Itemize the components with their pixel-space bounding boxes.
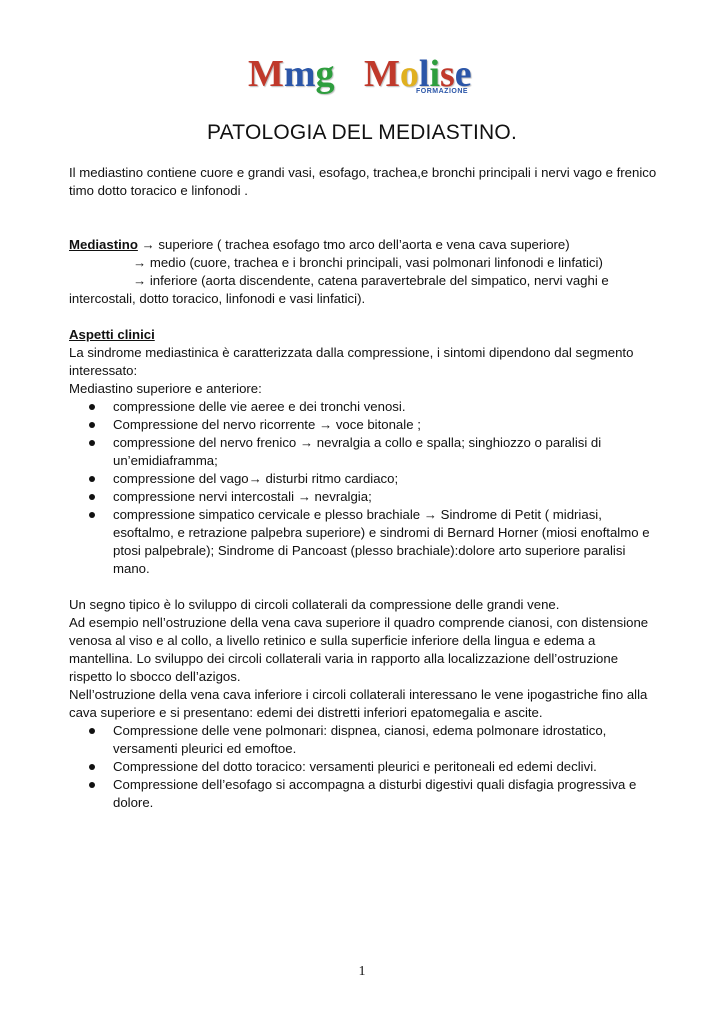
arrow-icon: → xyxy=(133,255,147,270)
circoli-list xyxy=(69,722,661,812)
logo xyxy=(248,52,488,100)
list-item-text: disturbi ritmo cardiaco; xyxy=(261,471,399,486)
list-item xyxy=(69,488,661,506)
mediastino-inferiore xyxy=(69,272,661,308)
aspetti-heading-text: Aspetti clinici xyxy=(69,327,155,342)
logo-subtitle: FORMAZIONE xyxy=(416,88,469,95)
arrow-icon: → xyxy=(423,507,437,522)
list-item-text: compressione simpatico cervicale e plesso brachiale xyxy=(113,507,424,522)
logo-letter: M xyxy=(364,53,400,95)
list-item: Compressione dell’esofago si accompagna a disturbi digestivi quali disfagia progressiva e dolore. xyxy=(69,776,661,812)
intro-paragraph: Il mediastino contiene cuore e grandi vasi, esofago, trachea,e bronchi principali i nervi vago e frenico timo dotto toracico e linfonodi . xyxy=(69,165,657,198)
circoli-paragraph-2: Ad esempio nell’ostruzione della vena cava superiore il quadro comprende cianosi, con distensione venosa al viso e al collo, a livello retinico e sulla superficie inferiore della lingua e edema a mantellina. Lo sviluppo dei circoli collaterali varia in rapporto alla localizzazione dell’ostruzione rispetto lo sbocco dell’azigos. xyxy=(69,615,649,684)
list-item: Compressione del dotto toracico: versamenti pleurici e peritoneali ed edemi declivi. xyxy=(69,758,661,776)
mediastino-superiore xyxy=(69,236,661,254)
list-item xyxy=(69,470,661,488)
list-item xyxy=(69,434,661,470)
list-item xyxy=(69,398,661,416)
inferiore-text: inferiore (aorta discendente, catena paravertebrale del simpatico, nervi vaghi e intercostali, dotto toracico, linfonodi e vasi linfatici). xyxy=(69,273,609,306)
aspetti-list xyxy=(69,398,661,578)
page-number: 1 xyxy=(358,964,366,979)
logo-word-mmg xyxy=(248,52,335,96)
logo-letter: i xyxy=(429,53,440,95)
logo-letter: o xyxy=(399,53,419,95)
list-item xyxy=(69,416,661,434)
arrow-icon: → xyxy=(141,237,155,252)
list-item-text: compressione del vago xyxy=(113,471,249,486)
circoli-paragraph-3: Nell’ostruzione della vena cava inferiore i circoli collaterali interessano le vene ipogastriche fino alla cava superiore e si presentano: edemi dei distretti inferiori epatomegalia e ascite. xyxy=(69,687,648,720)
arrow-icon: → xyxy=(133,273,147,288)
superiore-text: superiore ( trachea esofago tmo arco dell’aorta e vena cava superiore) xyxy=(158,237,570,252)
arrow-icon: → xyxy=(297,489,311,504)
list-item: Compressione delle vene polmonari: dispnea, cianosi, edema polmonare idrostatico, versamenti pleurici ed emoftoe. xyxy=(69,722,661,758)
logo-letter: l xyxy=(418,53,430,95)
aspetti-sub: Mediastino superiore e anteriore: xyxy=(69,381,262,396)
list-item-text: compressione del nervo frenico xyxy=(113,435,300,450)
list-item-text: Compressione del nervo ricorrente xyxy=(113,417,319,432)
logo-letter: M xyxy=(248,53,284,95)
document-body xyxy=(69,164,661,812)
aspetti-heading xyxy=(69,326,661,344)
list-item xyxy=(69,506,661,578)
list-item-text: voce bitonale ; xyxy=(332,417,421,432)
list-item-text: Sindrome di Petit ( midriasi, esoftalmo, e retrazione palpebra superiore) e sindromi di Bernard Horner (miosi enoftalmo e ptosi palpebrale); Sindrome di Pancoast (plesso brachiale):dolore arto superiore paralisi mano. xyxy=(113,507,650,576)
mediastino-label: Mediastino xyxy=(69,237,138,252)
list-item-text: nevralgia; xyxy=(310,489,372,504)
list-item-text: compressione nervi intercostali xyxy=(113,489,298,504)
logo-letter: e xyxy=(454,53,472,95)
page-title: PATOLOGIA DEL MEDIASTINO. xyxy=(207,121,517,144)
mediastino-medio xyxy=(69,254,661,272)
arrow-icon: → xyxy=(299,435,314,450)
list-item-text: compressione delle vie aeree e dei tronchi venosi. xyxy=(113,399,406,414)
arrow-icon: → xyxy=(318,417,333,432)
list-item-text: nevralgia a collo e spalla; singhiozzo o paralisi di un’emidiaframma; xyxy=(113,435,602,468)
aspetti-intro: La sindrome mediastinica è caratterizzata dalla compressione, i sintomi dipendono dal segmento interessato: xyxy=(69,345,634,378)
logo-letter: m xyxy=(283,53,316,95)
logo-letter: g xyxy=(315,53,335,95)
medio-text: medio (cuore, trachea e i bronchi principali, vasi polmonari linfonodi e linfatici) xyxy=(149,255,603,270)
logo-letter: s xyxy=(440,53,455,95)
circoli-paragraph-1: Un segno tipico è lo sviluppo di circoli collaterali da compressione delle grandi vene. xyxy=(69,597,560,612)
arrow-icon: → xyxy=(248,471,262,486)
